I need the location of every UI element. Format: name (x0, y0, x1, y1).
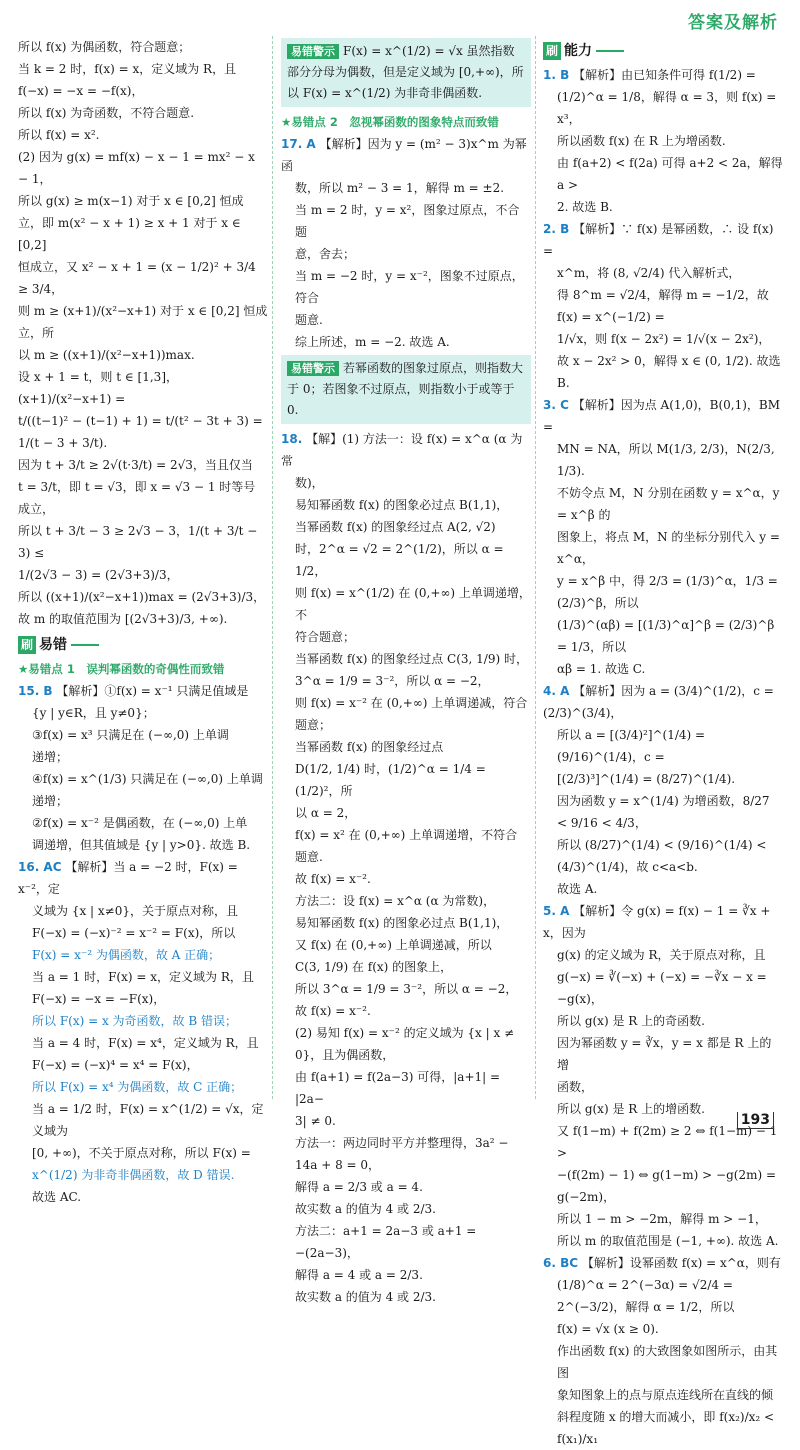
text-line: 数，所以 m² − 3 = 1，解得 m = ±2. (295, 181, 505, 195)
section-heading-nengli (543, 40, 783, 62)
page-number: 193 (737, 1112, 774, 1129)
text-line: 题意. (295, 850, 323, 864)
text-line: 解得 a = 2/3 或 a = 4. (295, 1180, 423, 1194)
text-line: 1/(2√3 − 3) = (2√3+3)/3， (18, 568, 179, 582)
text-line: 不妨令点 M，N 分别在函数 y = x^α，y = x^β 的 (557, 486, 780, 522)
header-title: 答案及解析 (688, 13, 778, 33)
text-line: 【解析】因为 y = (m² − 3)x^m 为幂函 (281, 137, 527, 173)
text-line: ④f(x) = x^(1/3) 只满足在 (−∞,0) 上单调 (32, 772, 263, 786)
text-line: 方法一：两边同时平方并整理得，3a² − (295, 1136, 509, 1150)
text-line: 数)， (295, 476, 324, 490)
text-line: 又 f(x) 在 (0,+∞) 上单调递减，所以 (295, 938, 492, 952)
text-line: y = x^β 中，得 2/3 = (1/3)^α，1/3 = (2/3)^β，所以 (557, 574, 778, 610)
text-line: 1/√x，则 f(x − 2x²) = 1/√(x − 2x²)， (557, 332, 771, 346)
text-line: 所以 3^α = 1/9 = 3⁻²，所以 α = −2， (295, 982, 518, 996)
text-line: f(x) = √x (x ≥ 0). (557, 1322, 659, 1336)
text-line: g(−2m)， (557, 1190, 616, 1204)
warning-tag: 易错警示 (287, 361, 339, 376)
question-number: 5. A (543, 904, 570, 918)
error-warning-box (281, 38, 531, 107)
text-line: 故 f(x) = x⁻². (295, 1004, 371, 1018)
text-line: 所以 g(x) 是 R 上的增函数. (557, 1102, 705, 1116)
error-point-heading: ★易错点 1 误判幂函数的奇偶性而致错 (18, 662, 225, 676)
text-line: (1/8)^α = 2^(−3α) = √2/4 = 2^(−3/2)，解得 α = 1/2，所以 (557, 1278, 735, 1314)
text-line: f(−x) = −x = −f(x)， (18, 84, 144, 98)
section-badge: 刷 (18, 636, 36, 654)
text-line: 易知幂函数 f(x) 的图象必过点 B(1,1)， (295, 498, 509, 512)
text-line: 由 f(a+2) < f(2a) 可得 a+2 < 2a，解得 a > (557, 156, 783, 192)
text-line: 当 a = 1/2 时，F(x) = x^(1/2) = √x，定义域为 (32, 1102, 264, 1138)
text-line: 【解析】因为 a = (3/4)^(1/2)，c = (2/3)^(3/4)， (543, 684, 774, 720)
text-line: 所以 F(x) = x⁴ 为偶函数，故 C 正确； (32, 1080, 243, 1094)
question-number: 17. A (281, 137, 316, 151)
text-line: 成立， (18, 502, 55, 516)
text-line: 所以 1 − m > −2m，解得 m > −1， (557, 1212, 767, 1226)
text-line: 故 m 的取值范围为 [(2√3+3)/3, +∞). (18, 612, 228, 626)
error-warning-box (281, 355, 531, 424)
question-number: 3. C (543, 398, 569, 412)
text-line: 所以 f(x) = x². (18, 128, 100, 142)
question-number: 16. AC (18, 860, 62, 874)
text-line: 象知图象上的点与原点连线所在直线的倾 (557, 1388, 774, 1402)
text-line: 因为幂函数 y = ∛x，y = x 都是 R 上的增 (557, 1036, 772, 1072)
text-line: 当幂函数 f(x) 的图象经过点 A(2, √2) (295, 520, 496, 534)
text-line: 当幂函数 f(x) 的图象经过点 C(3, 1/9) 时， (295, 652, 528, 666)
text-line: 故选 AC. (32, 1190, 82, 1204)
section-underline (71, 644, 99, 646)
text-line: 故实数 a 的值为 4 或 2/3. (295, 1202, 436, 1216)
text-line: [(2/3)³]^(1/4) = (8/27)^(1/4). (557, 772, 736, 786)
text-line: t/((t−1)² − (t−1) + 1) = t/(t² − 3t + 3) = 1/(t − 3 + 3/t). (18, 414, 263, 450)
continued-solution (18, 36, 268, 630)
text-line: 立，即 m(x² − x + 1) ≥ x + 1 对于 x ∈ [0,2] (18, 216, 241, 252)
text-line: 意，舍去； (295, 247, 356, 261)
text-line: 2. 故选 B. (557, 200, 613, 214)
question-number: 4. A (543, 684, 570, 698)
text-line: 【解析】当 a = −2 时，F(x) = x⁻²，定 (18, 860, 238, 896)
text-line: 3^α = 1/9 = 3⁻²，所以 α = −2， (295, 674, 490, 688)
text-line: 当幂函数 f(x) 的图象经过点 (295, 740, 444, 754)
text-line: (2) 因为 g(x) = mf(x) − x − 1 = mx² − x − 1， (18, 150, 255, 186)
text-line: 解得 a = 4 或 a = 2/3. (295, 1268, 423, 1282)
text-line: 易知幂函数 f(x) 的图象必过点 B(1,1)， (295, 916, 509, 930)
answer-6 (543, 1252, 783, 1450)
question-number: 6. BC (543, 1256, 579, 1270)
text-line: 得 8^m = √2/4，解得 m = −1/2，故 f(x) = x^(−1/2) = (557, 288, 769, 324)
text-line: 故选 A. (557, 882, 598, 896)
text-line: F(−x) = (−x)⁴ = x⁴ = F(x)， (32, 1058, 199, 1072)
text-line: 所以 g(x) ≥ m(x−1) 对于 x ∈ [0,2] 恒成 (18, 194, 244, 208)
text-line: g(−x) = ∛(−x) + (−x) = −∛x − x = −g(x)， (557, 970, 767, 1006)
text-line: 所以 f(x) 为奇函数，不符合题意. (18, 106, 195, 120)
text-line: ③f(x) = x³ 只满足在 (−∞,0) 上单调 (32, 728, 229, 742)
text-line: 【解析】设幂函数 f(x) = x^α，则有 (581, 1256, 781, 1270)
text-line: 图象上，将点 M，N 的坐标分别代入 y = x^α， (557, 530, 780, 566)
column-divider (272, 36, 273, 1099)
answer-4 (543, 680, 783, 900)
text-line: D(1/2, 1/4) 时，(1/2)^α = 1/4 = (1/2)²，所 (295, 762, 486, 798)
text-line: 当 a = 4 时，F(x) = x⁴，定义域为 R，且 (32, 1036, 259, 1050)
section-heading-yicuo (18, 634, 268, 656)
warning-text: F(x) = x^(1/2) = √x 虽然指数部分分母为偶数，但是定义域为 [0,+∞)，所以 F(x) = x^(1/2) 为非奇非偶函数. (287, 44, 524, 100)
text-line: 14a + 8 = 0， (295, 1158, 381, 1172)
section-underline (596, 50, 624, 52)
text-line: 【解】(1) 方法一：设 f(x) = x^α (α 为常 (281, 432, 523, 468)
text-line: C(3, 1/9) 在 f(x) 的图象上， (295, 960, 453, 974)
text-line: t = 3/t，即 t = √3，即 x = √3 − 1 时等号 (18, 480, 256, 494)
text-line: f(x) = x² 在 (0,+∞) 上单调递增，不符合 (295, 828, 518, 842)
text-line: g(x) 的定义域为 R，关于原点对称，且 (557, 948, 766, 962)
text-line: 义域为 {x | x≠0}，关于原点对称，且 (32, 904, 238, 918)
text-line: 所以 ((x+1)/(x²−x+1))max = (2√3+3)/3， (18, 590, 266, 604)
text-line: 3| ≠ 0. (295, 1114, 336, 1128)
answer-16 (18, 856, 268, 1208)
text-line: ②f(x) = x⁻² 是偶函数，在 (−∞,0) 上单 (32, 816, 248, 830)
text-line: 由 f(a+1) = f(2a−3) 可得，|a+1| = |2a− (295, 1070, 501, 1106)
text-line: 递增； (32, 750, 69, 764)
answer-5 (543, 900, 783, 1252)
answer-3 (543, 394, 783, 680)
text-line: 时，2^α = √2 = 2^(1/2)，所以 α = 1/2， (295, 542, 504, 578)
text-line: 故实数 a 的值为 4 或 2/3. (295, 1290, 436, 1304)
text-line: 所以 f(x) 为偶函数，符合题意； (18, 40, 191, 54)
text-line: 方法二：a+1 = 2a−3 或 a+1 = −(2a−3)， (295, 1224, 477, 1260)
answer-17 (281, 133, 531, 353)
text-line: 当 m = −2 时，y = x⁻²，图象不过原点，符合 (295, 269, 524, 305)
text-line: 所以 g(x) 是 R 上的奇函数. (557, 1014, 705, 1028)
text-line: x^m，将 (8, √2/4) 代入解析式， (557, 266, 741, 280)
question-number: 1. B (543, 68, 570, 82)
text-line: 所以函数 f(x) 在 R 上为增函数. (557, 134, 726, 148)
error-point-heading: ★易错点 2 忽视幂函数的图象特点而致错 (281, 115, 499, 129)
text-line: 则 m ≥ (x+1)/(x²−x+1) 对于 x ∈ [0,2] 恒成立，所 (18, 304, 268, 340)
text-line: 以 α = 2， (295, 806, 357, 820)
text-line: −(f(2m) − 1) ⇔ g(1−m) > −g(2m) = (557, 1168, 777, 1182)
answer-1 (543, 64, 783, 218)
answer-2 (543, 218, 783, 394)
text-line: {y | y∈R，且 y≠0}； (32, 706, 155, 720)
answer-18 (281, 428, 531, 1308)
text-line: αβ = 1. 故选 C. (557, 662, 646, 676)
question-number: 18. (281, 432, 303, 446)
text-line: x^(1/2) 为非奇非偶函数，故 D 错误. (32, 1168, 235, 1182)
text-line: 【解析】因为点 A(1,0)，B(0,1)，BM = (543, 398, 781, 434)
section-title: 能力 (564, 43, 593, 59)
question-number: 15. B (18, 684, 53, 698)
section-badge: 刷 (543, 42, 561, 60)
text-line: 故 x − 2x² > 0，解得 x ∈ (0, 1/2). 故选 B. (557, 354, 781, 390)
text-line: 【解析】①f(x) = x⁻¹ 只满足值域是 (56, 684, 249, 698)
text-line: 0}，且为偶函数， (295, 1048, 395, 1062)
text-line: 当 a = 1 时，F(x) = x，定义域为 R，且 (32, 970, 254, 984)
text-line: 设 x + 1 = t，则 t ∈ [1,3]，(x+1)/(x²−x+1) = (18, 370, 179, 406)
text-line: 【解析】令 g(x) = f(x) − 1 = ∛x + x，因为 (543, 904, 771, 940)
text-line: 作出函数 f(x) 的大致图象如图所示，由其图 (557, 1344, 778, 1380)
text-line: 则 f(x) = x⁻² 在 (0,+∞) 上单调递减，符合 (295, 696, 528, 710)
answer-15 (18, 680, 268, 856)
warning-tag: 易错警示 (287, 44, 339, 59)
column-middle (281, 36, 531, 1304)
column-divider (535, 36, 536, 1099)
warning-text: 若幂函数的图象过原点，则指数大于 0；若图象不过原点，则指数小于或等于 0. (287, 361, 524, 417)
text-line: 综上所述，m = −2. 故选 A. (295, 335, 450, 349)
text-line: 因为函数 y = x^(1/4) 为增函数，8/27 < 9/16 < 4/3， (557, 794, 770, 830)
text-line: 题意； (295, 718, 332, 732)
text-line: 符合题意； (295, 630, 356, 644)
text-line: 因为 t + 3/t ≥ 2√(t·3/t) = 2√3，当且仅当 (18, 458, 253, 472)
text-line: 题意. (295, 313, 323, 327)
text-line: 函数， (557, 1080, 594, 1094)
text-line: F(−x) = −x = −F(x)， (32, 992, 166, 1006)
text-line: 以 m ≥ ((x+1)/(x²−x+1))max. (18, 348, 195, 362)
column-left (18, 36, 268, 1204)
text-line: 【解析】由已知条件可得 f(1/2) = (573, 68, 756, 82)
question-number: 2. B (543, 222, 570, 236)
text-line: F(x) = x⁻² 为偶函数，故 A 正确； (32, 948, 221, 962)
text-line: 调递增，但其值域是 {y | y>0}. 故选 B. (32, 838, 251, 852)
text-line: 所以 m 的取值范围是 (−1, +∞). 故选 A. (557, 1234, 779, 1248)
text-line: (1/3)^(αβ) = [(1/3)^α]^β = (2/3)^β = 1/3，所以 (557, 618, 775, 654)
text-line: MN = NA，所以 M(1/3, 2/3)，N(2/3, 1/3). (557, 442, 775, 478)
text-line: [0, +∞)，不关于原点对称，所以 F(x) = (32, 1146, 251, 1160)
text-line: 【解析】∵ f(x) 是幂函数，∴ 设 f(x) = (543, 222, 774, 258)
text-line: (2) 易知 f(x) = x⁻² 的定义域为 {x | x ≠ (295, 1026, 515, 1040)
text-line: 又 f(1−m) + f(2m) ≥ 2 ⇔ f(1−m) − 1 > (557, 1124, 778, 1160)
text-line: 所以 F(x) = x 为奇函数，故 B 错误； (32, 1014, 237, 1028)
text-line: 所以 (8/27)^(1/4) < (9/16)^(1/4) < (4/3)^(1/4)，故 c<a<b. (557, 838, 767, 874)
text-line: (1/2)^α = 1/8，解得 α = 3，则 f(x) = x³， (557, 90, 777, 126)
text-line: 所以 t + 3/t − 3 ≥ 2√3 − 3，1/(t + 3/t − 3) ≤ (18, 524, 258, 560)
text-line: 当 m = 2 时，y = x²，图象过原点，不合题 (295, 203, 520, 239)
text-line: 递增； (32, 794, 69, 808)
text-line: 当 k = 2 时，f(x) = x，定义域为 R，且 (18, 62, 237, 76)
text-line: 恒成立，又 x² − x + 1 = (x − 1/2)² + 3/4 ≥ 3/4， (18, 260, 256, 296)
text-line: 方法二：设 f(x) = x^α (α 为常数)， (295, 894, 496, 908)
text-line: 所以 a = [(3/4)²]^(1/4) = (9/16)^(1/4)，c = (557, 728, 706, 764)
text-line: 故 f(x) = x⁻². (295, 872, 371, 886)
text-line: 斜程度随 x 的增大而减小，即 f(x₂)/x₂ < f(x₁)/x₁ (557, 1410, 775, 1446)
text-line: F(−x) = (−x)⁻² = x⁻² = F(x)，所以 (32, 926, 236, 940)
text-line: 则 f(x) = x^(1/2) 在 (0,+∞) 上单调递增，不 (295, 586, 531, 622)
section-title: 易错 (39, 637, 68, 653)
